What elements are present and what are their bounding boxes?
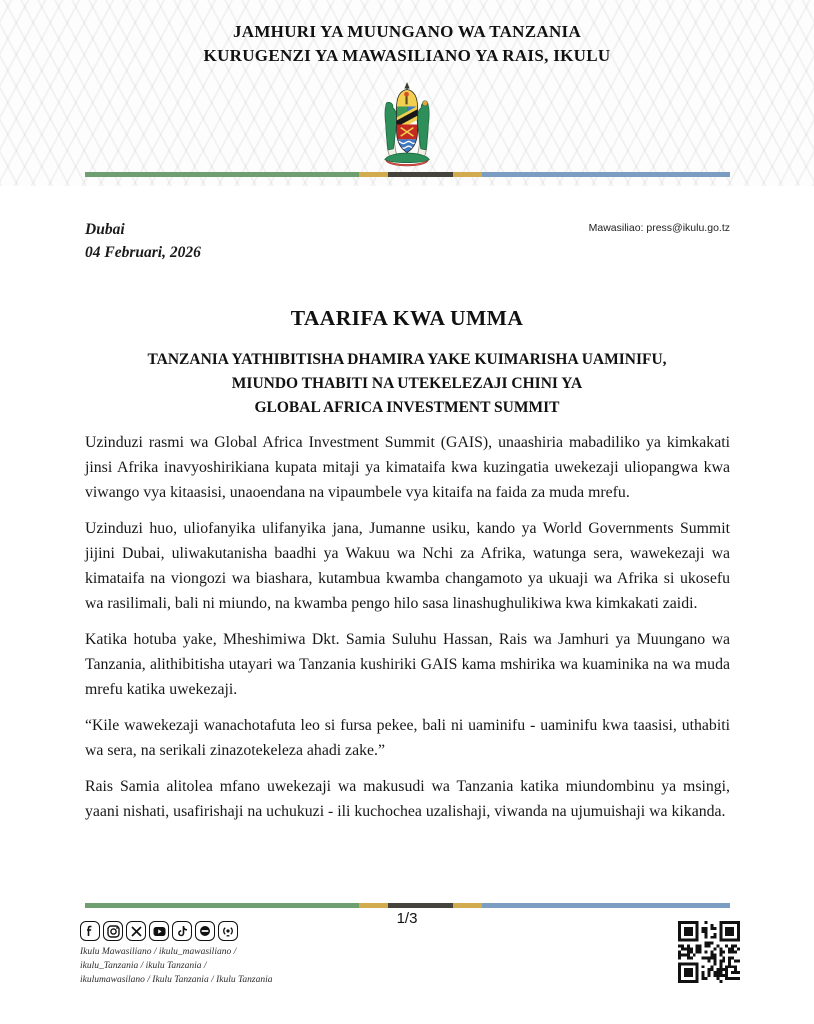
subtitle-line: MIUNDO THABITI NA UTEKELEZAJI CHINI YA (231, 375, 583, 392)
tanzania-coat-of-arms (0, 80, 814, 175)
youtube-icon[interactable] (149, 921, 169, 941)
social-handles-line: Ikulu Mawasiliano / ikulu_mawasiliano / (80, 947, 237, 957)
stripe-gold (453, 903, 482, 908)
meta-row (85, 218, 730, 265)
document-subtitle (0, 348, 814, 420)
paragraph: Uzinduzi rasmi wa Global Africa Investment Summit (GAIS), unaashiria mabadiliko ya kimkakati jinsi Afrika inavyoshirikiana kupata mitaji ya kimataifa kwa kuzingatia uwekezaji uliopangwa kwa viwango vya kitaasisi, unaoendana na vipaumbele vya kitaifa na faida za muda mrefu. (85, 434, 730, 501)
instagram-icon[interactable] (103, 921, 123, 941)
dateline (85, 218, 201, 265)
organization-title (0, 20, 814, 68)
press-contact-email[interactable]: Mawasiliao: press@ikulu.go.tz (588, 222, 730, 234)
podcasts-icon[interactable] (218, 921, 238, 941)
body-copy (85, 430, 730, 835)
page-number: 1/3 (396, 910, 418, 927)
subtitle-line: TANZANIA YATHIBITISHA DHAMIRA YAKE KUIMARISHA UAMINIFU, (147, 351, 667, 368)
footer-social-block (80, 921, 400, 987)
stripe-blue (482, 172, 730, 177)
document-title: TAARIFA KWA UMMA (290, 306, 524, 330)
flag-stripe-top (85, 172, 730, 177)
paragraph: Rais Samia alitolea mfano uwekezaji wa makusudi wa Tanzania katika miundombinu ya msingi, yaani nishati, usafirishaji na uchukuzi - ili kuchochea uzalishaji, viwanda na ujumuishaji wa kikanda. (85, 778, 730, 820)
threads-icon[interactable] (195, 921, 215, 941)
qr-code (678, 921, 740, 983)
stripe-gold (359, 172, 388, 177)
paragraph: Katika hotuba yake, Mheshimiwa Dkt. Samia Suluhu Hassan, Rais wa Jamhuri ya Muungano wa Tanzania, alithibitisha utayari wa Tanzania kushiriki GAIS kama mshirika wa kuaminika na wa muda mrefu katika uwekezaji. (85, 631, 730, 698)
facebook-icon[interactable] (80, 921, 100, 941)
stripe-gold (453, 172, 482, 177)
stripe-blue (482, 903, 730, 908)
stripe-gold (359, 903, 388, 908)
subtitle-line: GLOBAL AFRICA INVESTMENT SUMMIT (254, 399, 560, 416)
org-line-1: JAMHURI YA MUUNGANO WA TANZANIA (232, 22, 582, 41)
social-handles-line: ikulu_Tanzania / ikulu Tanzania / (80, 960, 207, 971)
tiktok-icon[interactable] (172, 921, 192, 941)
paragraph: Uzinduzi huo, uliofanyika ulifanyika jana, Jumanne usiku, kando ya World Governments Summit jijini Dubai, uliwakutanisha baadhi ya Wakuu wa Nchi za Afrika, watunga sera, wawekezaji wa kimataifa na viongozi wa biashara, kutambua kwamba changamoto ya ukuaji wa Afrika si ukosefu wa rasilimali, bali ni miundo, na kwamba pengo hilo sasa linashughulikiwa kwa kimkakati zaidi. (85, 520, 730, 612)
stripe-green (85, 172, 359, 177)
dateline-location: Dubai (85, 221, 125, 238)
flag-stripe-bottom (85, 903, 730, 908)
x-icon[interactable] (126, 921, 146, 941)
stripe-dark (388, 172, 453, 177)
social-handles-line: ikulumawasilano / Ikulu Tanzania / Ikulu Tanzania (80, 974, 273, 985)
dateline-date: 04 Februari, 2026 (85, 244, 201, 262)
social-icon-row (80, 921, 400, 941)
stripe-green (85, 903, 359, 908)
stripe-dark (388, 903, 453, 908)
paragraph: “Kile wawekezaji wanachotafuta leo si fursa pekee, bali ni uaminifu - uaminifu kwa taasisi, uthabiti wa sera, na serikali zinazotekeleza ahadi zake.” (85, 717, 730, 759)
org-line-2: KURUGENZI YA MAWASILIANO YA RAIS, IKULU (203, 45, 611, 65)
social-handles (80, 946, 400, 987)
